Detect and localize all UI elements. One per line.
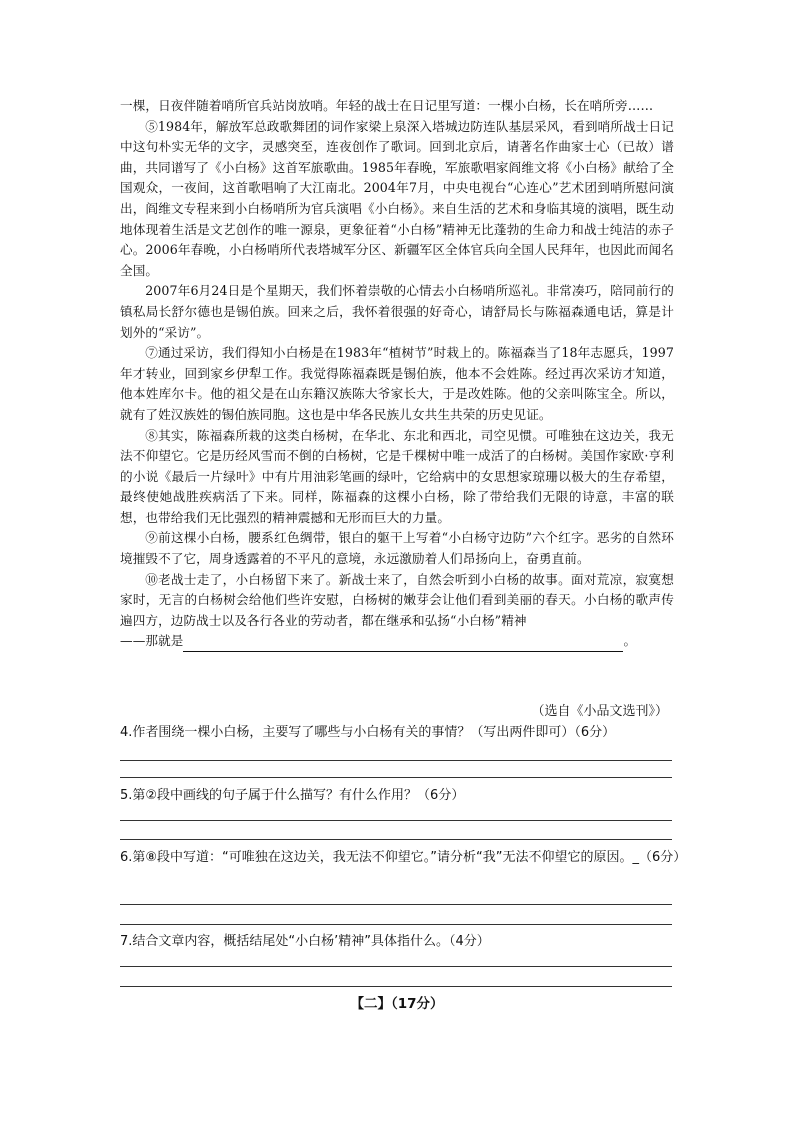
ending-tail: 。 [623, 633, 637, 649]
question-7: 7.结合文章内容，概括结尾处“小白杨’精神”具体指什么。（4分） [120, 934, 490, 949]
section-heading: 【二】（17分） [350, 996, 444, 1012]
question-6: 6.第⑧段中写道：“可唯独在这边关，我无法不仰望它。”请分析“我”无法不仰望它的原因。_（6分） [120, 850, 687, 865]
paragraph-10-ending [120, 631, 674, 652]
ending-lead: ——那就是 [120, 633, 184, 649]
paragraph-8: ⑧其实，陈福森所栽的这类白杨树，在华北、东北和西北，司空见惯。可唯独在这边关，我无法不仰望它。它是历经风雪而不倒的白杨树，它是千棵树中唯一成活了的白杨树。美国作家欧·亨利的小说《最后一片绿叶》中有片用油彩笔画的绿叶，它给病中的女思想家琼珊以极大的生存希望，最终使她战胜疾病活了下来。同样，陈福森的这棵小白杨，除了带给我们无限的诗意，丰富的联想，也带给我们无比强烈的精神震撼和无形而巨大的力量。 [120, 427, 674, 525]
question-4: 4.作者围绕一棵小白杨，主要写了哪些与小白杨有关的事情？（写出两件即可）（6分） [120, 725, 616, 740]
question-5: 5.第②段中画线的句子属于什么描写？有什么作用？（6分） [120, 788, 465, 803]
source-citation: （选自《小品文选刊》） [531, 704, 668, 719]
paragraph-6: 2007年6月24日是个星期天，我们怀着崇敬的心情去小白杨哨所巡礼。非常凑巧，陪同前行的镇私局长舒尔德也是锡伯族。回来之后，我怀着很强的好奇心，请舒局长与陈福森通电话，算是计划外的“采访”。 [120, 283, 674, 340]
paragraph-7: ⑦通过采访，我们得知小白杨是在1983年“植树节”时栽上的。陈福森当了18年志愿兵，1997年才转业，回到家乡伊犁工作。我觉得陈福森既是锡伯族，他本不会姓陈。经过再次采访才知道，他本姓库尔卡。他的祖父是在山东籍汉族陈大爷家长大，于是改姓陈。他的父亲叫陈宝全。所以，就有了姓汉族姓的锡伯族同胞。这也是中华各民族儿女共生共荣的历史见证。 [120, 345, 674, 422]
paragraph-9: ⑨前这棵小白杨，腰系红色绸带，银白的躯干上写着“小白杨守边防”六个红字。恶劣的自然环境摧毁不了它，周身透露着的不平凡的意境，永远激励着人们昂扬向上，奋勇直前。 [120, 530, 674, 567]
paragraph-continuation: 一棵，日夜伴随着哨所官兵站岗放哨。年轻的战士在日记里写道：一棵小白杨，长在哨所旁…… [120, 98, 654, 113]
paragraph-10: ⑩老战士走了，小白杨留下来了。新战士来了，自然会听到小白杨的故事。面对荒凉，寂寞想家时，无言的白杨树会给他们些许安慰，白杨树的嫩芽会让他们看到美丽的春天。小白杨的歌声传遍四方，边防战士以及各行各业的劳动者，都在继承和弘扬“小白杨”精神 [120, 571, 674, 628]
reading-passage [120, 96, 674, 652]
answer-line[interactable] [120, 966, 672, 967]
answer-line[interactable] [120, 820, 672, 821]
answer-line[interactable] [120, 839, 672, 840]
answer-line[interactable] [120, 924, 672, 925]
answer-line[interactable] [120, 986, 672, 987]
blank-fill-line[interactable] [183, 638, 623, 652]
answer-line[interactable] [120, 760, 672, 761]
paragraph-5: ⑤1984年，解放军总政歌舞团的词作家梁上泉深入塔城边防连队基层采风，看到哨所战士日记中这句朴实无华的文字，灵感突至，连夜创作了歌词。回到北京后，请著名作曲家士心（已故）谱曲，共同谱写了《小白杨》这首军旅歌曲。1985年春晚，军旅歌唱家阎维文将《小白杨》献给了全国观众，一夜间，这首歌唱响了大江南北。2004年7月，中央电视台“心连心”艺术团到哨所慰问演出，阎维文专程来到小白杨哨所为官兵演唱《小白杨》。来自生活的艺术和身临其境的演唱，既生动地体现着生活是文艺创作的唯一源泉，更象征着“小白杨”精神无比蓬勃的生命力和战士纯洁的赤子心。2006年春晚，小白杨哨所代表塔城军分区、新疆军区全体官兵向全国人民拜年，也因此而闻名全国。 [120, 118, 674, 278]
answer-line[interactable] [120, 777, 672, 778]
answer-line[interactable] [120, 904, 672, 905]
